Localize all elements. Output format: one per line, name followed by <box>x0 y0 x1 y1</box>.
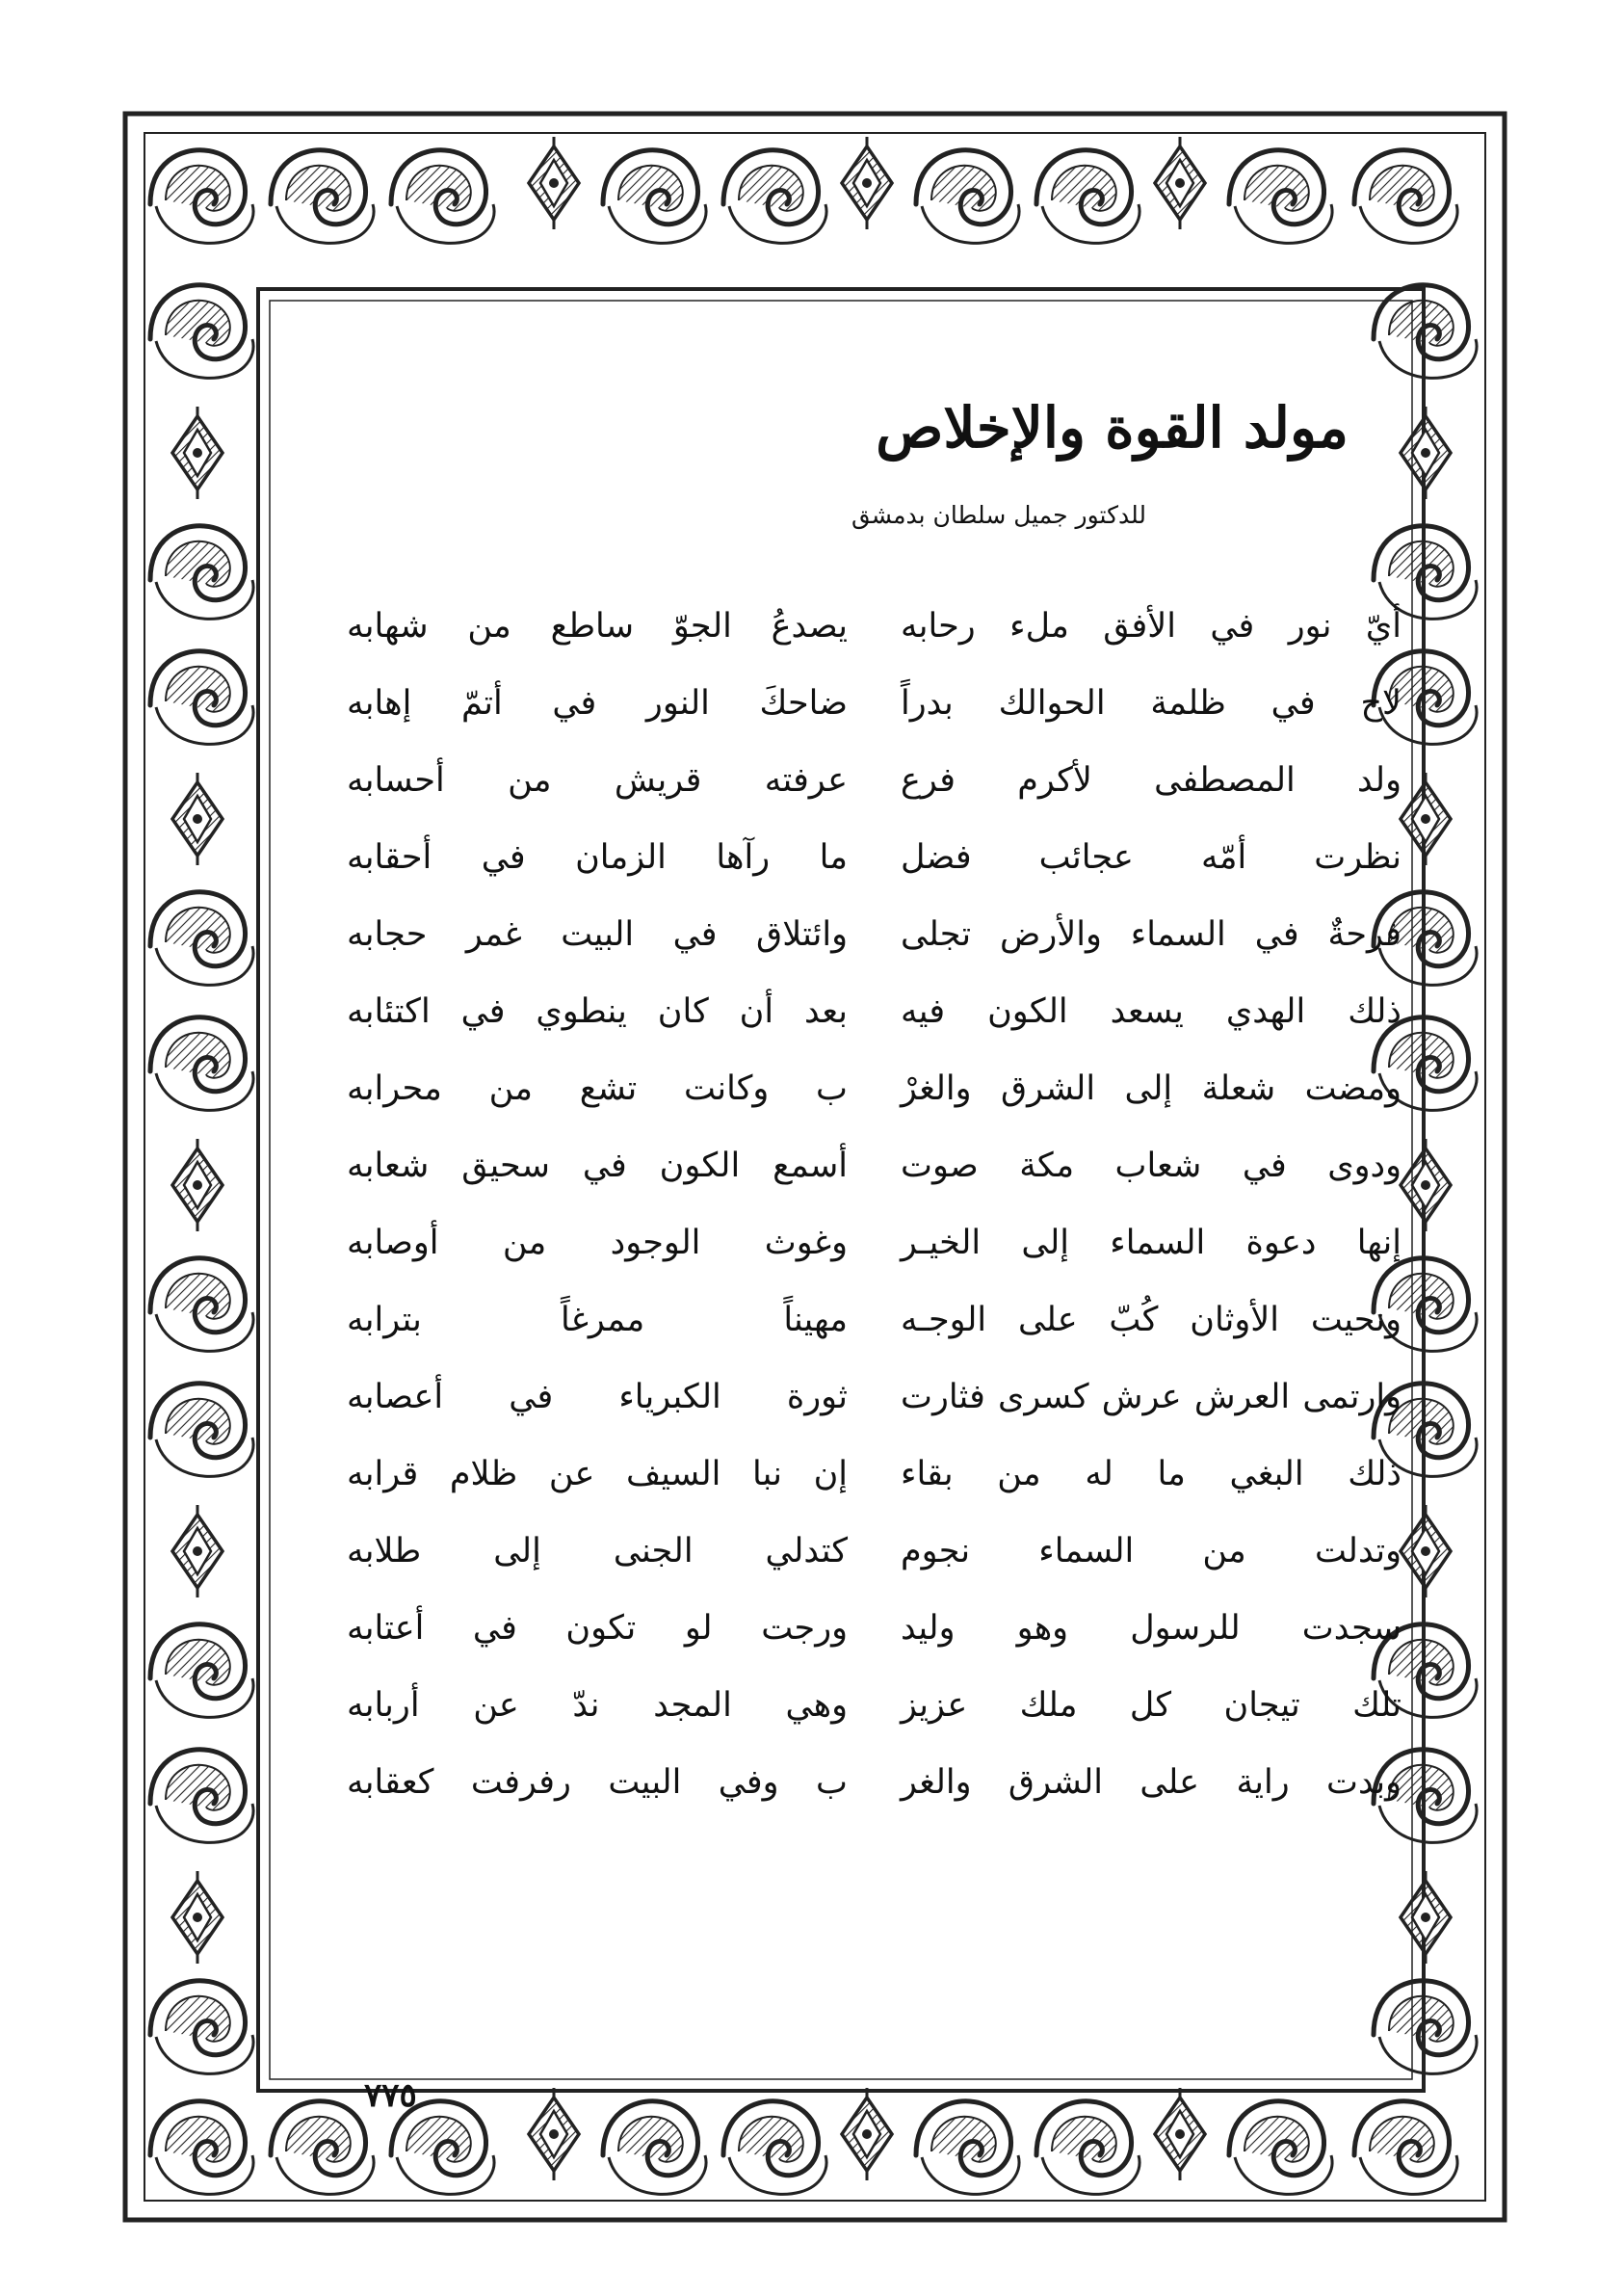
verse-second-hemistich: إن نبا السيف عن ظلام قرابه <box>347 1455 848 1493</box>
verse-7 <box>303 1050 1401 1127</box>
verse-1 <box>303 588 1401 665</box>
verse-second-hemistich: بعد أن كان ينطوي في اكتئابه <box>347 992 848 1031</box>
verse-second-hemistich: وائتلاق في البيت غمر حجابه <box>347 915 848 954</box>
poem-author: للدكتور جميل سلطان بدمشق <box>851 501 1146 529</box>
verse-second-hemistich: مهيناً ممرغاً بترابه <box>347 1301 848 1339</box>
verse-10 <box>303 1281 1401 1359</box>
verse-4 <box>303 819 1401 896</box>
verse-second-hemistich: أسمع الكون في سحيق شعابه <box>347 1147 848 1185</box>
verse-15 <box>303 1667 1401 1744</box>
verse-12 <box>303 1436 1401 1513</box>
verse-16 <box>303 1744 1401 1821</box>
poem-title: مولد القوة والإخلاص <box>876 395 1349 461</box>
verse-first-hemistich: نظرت أمّه عجائب فضل <box>901 838 1401 877</box>
verse-second-hemistich: ضاحكَ النور في أتمّ إهابه <box>347 684 848 723</box>
verse-second-hemistich: ثورة الكبرياء في أعصابه <box>347 1378 848 1416</box>
verse-second-hemistich: عرفته قريش من أحسابه <box>347 761 848 800</box>
page-number: ٧٧٥ <box>364 2076 417 2115</box>
page-content <box>303 366 1401 2081</box>
verse-6 <box>303 973 1401 1050</box>
verse-second-hemistich: ب وكانت تشع من محرابه <box>347 1069 848 1108</box>
verse-first-hemistich: إنها دعوة السماء إلى الخيـر <box>901 1224 1401 1262</box>
verse-first-hemistich: ونحيت الأوثان كُبّ على الوجـه <box>901 1301 1401 1339</box>
verse-first-hemistich: سجدت للرسول وهو وليد <box>901 1609 1401 1648</box>
verse-first-hemistich: ولد المصطفى لأكرم فرع <box>901 761 1401 800</box>
verse-first-hemistich: ودوى في شعاب مكة صوت <box>901 1147 1401 1185</box>
verse-second-hemistich: ب وفي البيت رفرفت كعقابه <box>347 1763 848 1802</box>
verse-second-hemistich: ورجت لو تكون في أعتابه <box>347 1609 848 1648</box>
verse-second-hemistich: يصدعُ الجوّ ساطع من شهابه <box>347 607 848 646</box>
verse-3 <box>303 742 1401 819</box>
poem-body <box>303 588 1401 1821</box>
verse-5 <box>303 896 1401 973</box>
verse-first-hemistich: لاح في ظلمة الحوالك بدراً <box>901 684 1401 723</box>
verse-first-hemistich: أيّ نور في الأفق ملء رحابه <box>901 607 1401 646</box>
verse-8 <box>303 1127 1401 1204</box>
verse-11 <box>303 1359 1401 1436</box>
verse-9 <box>303 1204 1401 1281</box>
verse-first-hemistich: ومضت شعلة إلى الشرق والغرْ <box>901 1069 1401 1108</box>
verse-second-hemistich: ما رآها الزمان في أحقابه <box>347 838 848 877</box>
verse-13 <box>303 1513 1401 1590</box>
verse-second-hemistich: وهي المجد ندّ عن أربابه <box>347 1686 848 1725</box>
verse-first-hemistich: ذلك البغي ما له من بقاء <box>901 1455 1401 1493</box>
verse-first-hemistich: ذلك الهدي يسعد الكون فيه <box>901 992 1401 1031</box>
verse-second-hemistich: وغوث الوجود من أوصابه <box>347 1224 848 1262</box>
verse-second-hemistich: كتدلي الجنى إلى طلابه <box>347 1532 848 1570</box>
verse-first-hemistich: تلك تيجان كل ملك عزيز <box>901 1686 1401 1725</box>
verse-first-hemistich: وارتمى العرش عرش كسرى فثارت <box>901 1378 1401 1416</box>
verse-2 <box>303 665 1401 742</box>
verse-first-hemistich: وبدت راية على الشرق والغر <box>901 1763 1401 1802</box>
verse-first-hemistich: وتدلت من السماء نجوم <box>901 1532 1401 1570</box>
verse-14 <box>303 1590 1401 1667</box>
verse-first-hemistich: فرحةٌ في السماء والأرض تجلى <box>901 915 1401 954</box>
